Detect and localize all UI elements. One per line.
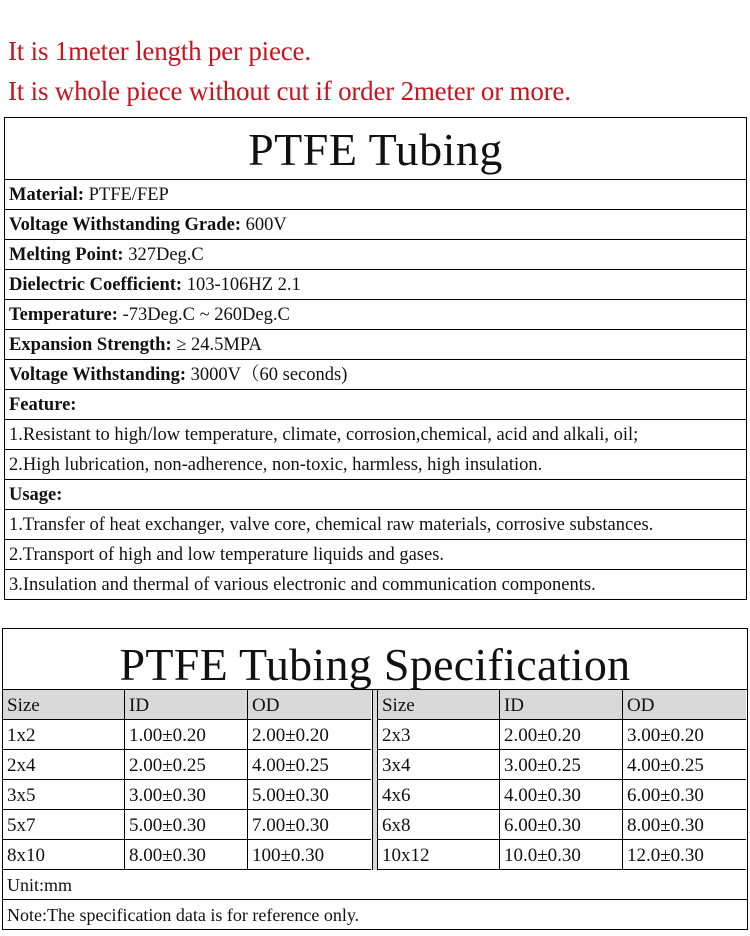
specification-title: PTFE Tubing Specification	[119, 639, 631, 690]
unit-label: Unit:mm	[3, 870, 747, 900]
property-row-expansion: Expansion Strength: ≥ 24.5MPA	[5, 330, 746, 360]
property-row-voltage-withstanding: Voltage Withstanding: 3000V（60 seconds)	[5, 360, 746, 390]
spec-cell-od: 2.00±0.20	[248, 720, 371, 750]
reference-note: Note:The specification data is for reference only.	[7, 905, 360, 925]
column-header-od: OD	[623, 690, 746, 720]
spec-cell-size: 6x8	[378, 810, 500, 840]
spec-cell-od: 8.00±0.30	[623, 810, 746, 840]
properties-table	[4, 117, 747, 600]
spec-cell-od: 100±0.30	[248, 840, 371, 870]
feature-heading-text: Feature:	[9, 395, 77, 415]
spec-cell-id: 1.00±0.20	[125, 720, 248, 750]
spec-cell-size: 8x10	[3, 840, 125, 870]
spec-cell-id: 10.0±0.30	[500, 840, 623, 870]
spec-cell-od: 5.00±0.30	[248, 780, 371, 810]
usage-item: 2.Transport of high and low temperature liquids and gases.	[5, 540, 746, 570]
spec-cell-size: 10x12	[378, 840, 500, 870]
column-header-id: ID	[500, 690, 623, 720]
property-label: Voltage Withstanding	[9, 365, 180, 385]
usage-heading-text: Usage:	[9, 485, 63, 505]
property-value: 327Deg.C	[128, 245, 204, 265]
column-header-id: ID	[125, 690, 248, 720]
feature-item: 1.Resistant to high/low temperature, climate, corrosion,chemical, acid and alkali, oil;	[5, 420, 746, 450]
property-row-melting-point: Melting Point: 327Deg.C	[5, 240, 746, 270]
specification-table	[2, 628, 748, 930]
spec-cell-id: 3.00±0.25	[500, 750, 623, 780]
spec-cell-id: 8.00±0.30	[125, 840, 248, 870]
spec-cell-id: 3.00±0.30	[125, 780, 248, 810]
spec-cell-size: 5x7	[3, 810, 125, 840]
spec-cell-size: 3x4	[378, 750, 500, 780]
spec-cell-od: 7.00±0.30	[248, 810, 371, 840]
property-value: 103-106HZ 2.1	[186, 275, 301, 295]
property-row-voltage-grade: Voltage Withstanding Grade: 600V	[5, 210, 746, 240]
properties-title: PTFE Tubing	[5, 118, 746, 180]
notice-length-per-piece: It is 1meter length per piece.	[8, 36, 311, 66]
specification-grid	[3, 689, 747, 870]
property-value: PTFE/FEP	[88, 185, 169, 205]
spec-cell-id: 2.00±0.20	[500, 720, 623, 750]
spec-cell-size: 4x6	[378, 780, 500, 810]
property-row-temperature: Temperature: -73Deg.C ~ 260Deg.C	[5, 300, 746, 330]
property-row-material: Material: PTFE/FEP	[5, 180, 746, 210]
spec-cell-od: 4.00±0.25	[623, 750, 746, 780]
property-row-dielectric: Dielectric Coefficient: 103-106HZ 2.1	[5, 270, 746, 300]
spec-cell-size: 3x5	[3, 780, 125, 810]
spec-cell-size: 2x4	[3, 750, 125, 780]
spec-cell-od: 12.0±0.30	[623, 840, 746, 870]
spec-cell-id: 6.00±0.30	[500, 810, 623, 840]
spec-cell-id: 5.00±0.30	[125, 810, 248, 840]
property-label: Material	[9, 185, 78, 205]
spec-cell-size: 2x3	[378, 720, 500, 750]
property-label: Voltage Withstanding Grade	[9, 215, 235, 235]
spec-left-half	[3, 690, 372, 870]
notice-whole-piece: It is whole piece without cut if order 2meter or more.	[8, 76, 571, 106]
usage-item: 1.Transfer of heat exchanger, valve core, chemical raw materials, corrosive substances.	[5, 510, 746, 540]
property-label: Dielectric Coefficient	[9, 275, 176, 295]
usage-heading	[5, 480, 746, 510]
property-value: 600V	[245, 215, 287, 235]
spec-cell-od: 6.00±0.30	[623, 780, 746, 810]
column-header-size: Size	[378, 690, 500, 720]
property-value: -73Deg.C ~ 260Deg.C	[122, 305, 290, 325]
property-value: ≥ 24.5MPA	[176, 335, 262, 355]
property-label: Temperature	[9, 305, 112, 325]
spec-cell-id: 2.00±0.25	[125, 750, 248, 780]
usage-item: 3.Insulation and thermal of various electronic and communication components.	[9, 575, 596, 595]
spec-right-half	[378, 690, 747, 870]
column-header-od: OD	[248, 690, 371, 720]
property-value: 3000V（60 seconds)	[190, 365, 348, 385]
spec-cell-od: 3.00±0.20	[623, 720, 746, 750]
spec-cell-od: 4.00±0.25	[248, 750, 371, 780]
property-label: Expansion Strength	[9, 335, 166, 355]
property-label: Melting Point	[9, 245, 118, 265]
feature-item: 2.High lubrication, non-adherence, non-toxic, harmless, high insulation.	[5, 450, 746, 480]
column-header-size: Size	[3, 690, 125, 720]
spec-cell-size: 1x2	[3, 720, 125, 750]
feature-heading	[5, 390, 746, 420]
spec-cell-id: 4.00±0.30	[500, 780, 623, 810]
